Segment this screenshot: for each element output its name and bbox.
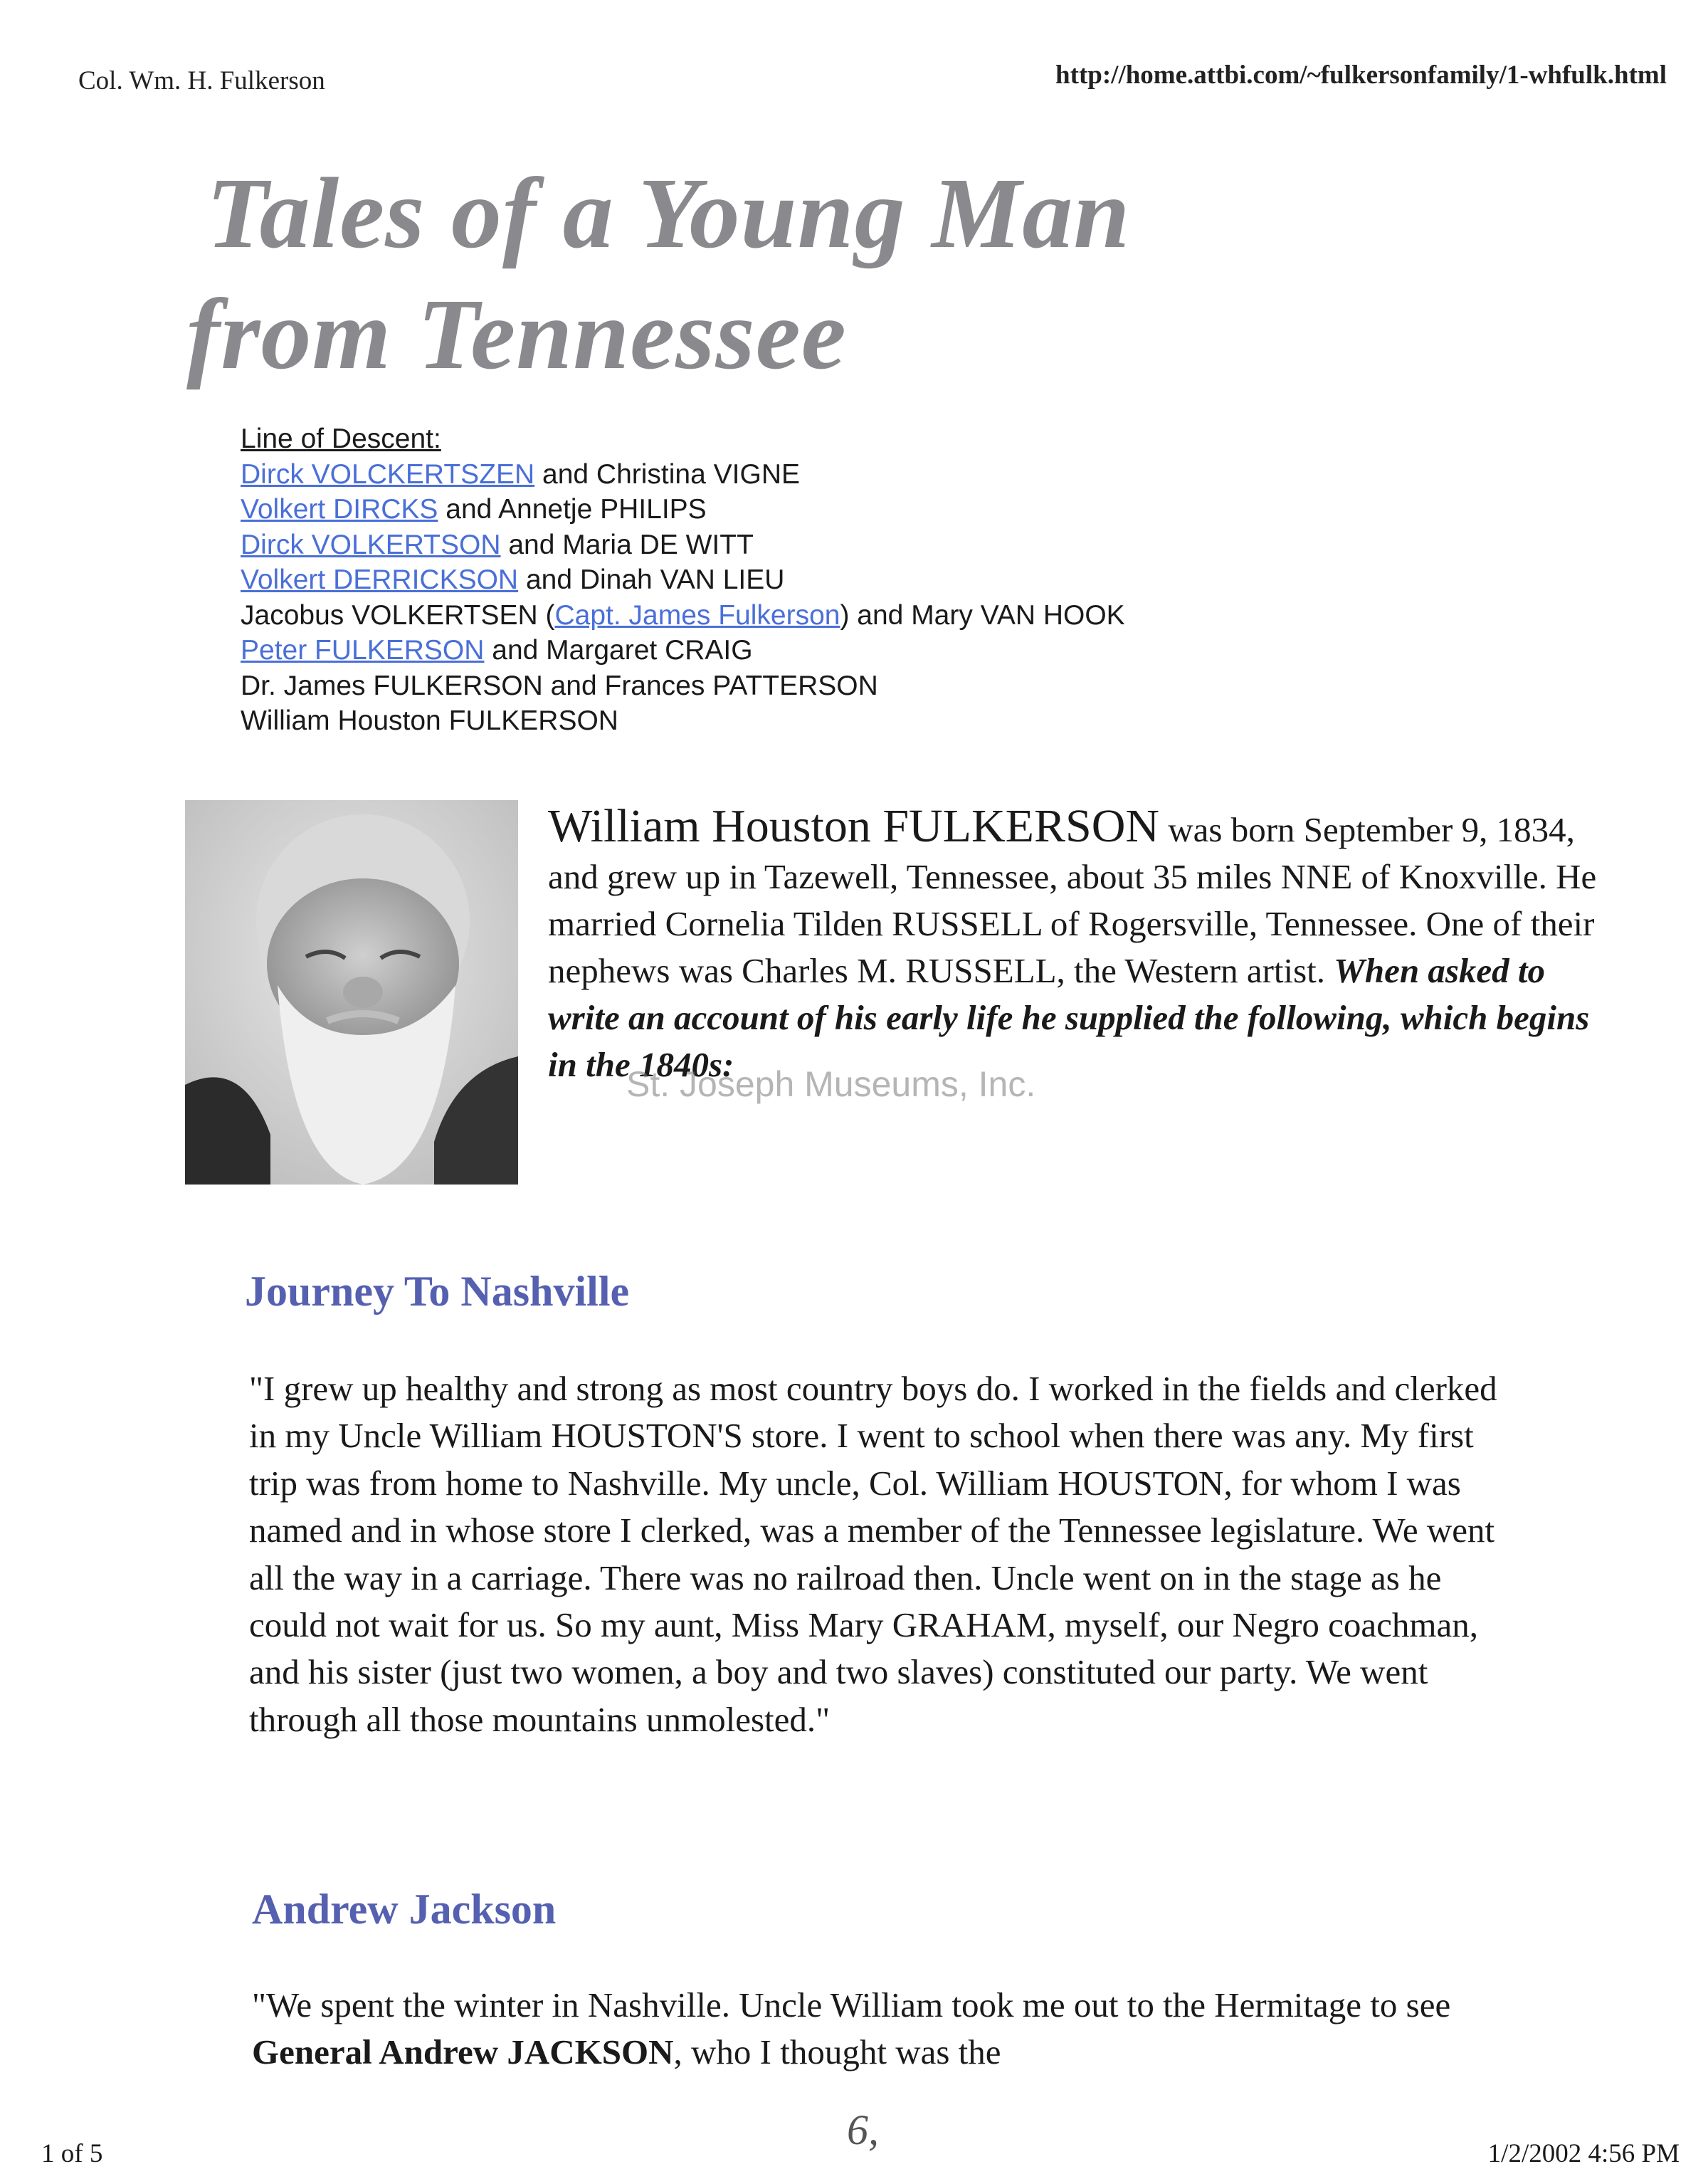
jackson-bold: General Andrew JACKSON — [252, 2032, 674, 2071]
jackson-text: "We spent the winter in Nashville. Uncle William took me out to the Hermitage to see — [252, 1985, 1451, 2024]
descent-link[interactable]: Capt. James Fulkerson — [554, 599, 840, 631]
descent-text: Jacobus VOLKERTSEN ( — [241, 599, 555, 631]
descent-text: and Christina VIGNE — [534, 458, 801, 490]
descent-row — [241, 492, 1125, 527]
descent-text: and Maria DE WITT — [500, 529, 754, 560]
descent-text: and Annetje PHILIPS — [438, 494, 707, 525]
handwritten-page-number: 6, — [847, 2106, 879, 2153]
descent-link[interactable]: Volkert DIRCKS — [241, 494, 438, 525]
descent-heading: Line of Descent: — [241, 424, 441, 454]
line-of-descent — [241, 421, 1125, 739]
bio-emphasis: When asked to write an account of his early life he supplied the following, which begins in the 1840s: — [548, 951, 1590, 1084]
descent-row: Dr. James FULKERSON and Frances PATTERSON — [241, 670, 878, 701]
descent-row — [241, 562, 1125, 598]
biography-paragraph — [548, 800, 1615, 1088]
section-heading-journey: Journey To Nashville — [245, 1268, 630, 1315]
descent-link[interactable]: Dirck VOLCKERTSZEN — [241, 458, 535, 490]
descent-row — [241, 633, 1125, 668]
descent-row — [241, 598, 1125, 634]
jackson-text-end: , who I thought was the — [673, 2032, 1001, 2071]
descent-link[interactable]: Peter FULKERSON — [241, 635, 485, 666]
portrait-photo-icon — [185, 800, 518, 1185]
page-title-line-2: from Tennessee — [186, 278, 847, 390]
page-title-line-1: Tales of a Young Man — [206, 157, 1131, 269]
descent-text: and Margaret CRAIG — [484, 635, 753, 666]
descent-row — [241, 527, 1125, 563]
footer-timestamp: 1/2/2002 4:56 PM — [1487, 2139, 1680, 2168]
descent-text: and Dinah VAN LIEU — [518, 564, 785, 595]
section-paragraph-journey: "I grew up healthy and strong as most country boys do. I worked in the fields and clerked in my Uncle William HOUSTON'S store. I went to school when there was any. My first trip was from home to Nashville. My uncle, Col. William HOUSTON, for whom I was named and in whose store I clerked, was a member of the Tennessee legislature. We went all the way in a carriage. There was no railroad then. Uncle went on in the stage as he could not wait for us. So my aunt, Miss Mary GRAHAM, myself, our Negro coachman, and his sister (just two women, a boy and two slaves) constituted our party. We went through all those mountains unmolested." — [249, 1369, 1497, 1739]
section-paragraph-jackson — [252, 1982, 1526, 2076]
header-document-title: Col. Wm. H. Fulkerson — [78, 66, 325, 95]
descent-row — [241, 457, 1125, 493]
descent-row: William Houston FULKERSON — [241, 705, 618, 736]
bio-text: was born September 9, 1834, and grew up in Tazewell, Tennessee, about 35 miles NNE of Knoxville. He married Cornelia Tilden RUSSELL of Rogersville, Tennessee. One of their nephews was Charles M. RUSSELL, the Western artist. — [548, 810, 1597, 990]
header-url: http://home.attbi.com/~fulkersonfamily/1-whfulk.html — [1055, 61, 1667, 90]
descent-text: ) and Mary VAN HOOK — [840, 599, 1125, 631]
descent-link[interactable]: Dirck VOLKERTSON — [241, 529, 501, 560]
watermark: St. Joseph Museums, Inc. — [626, 1064, 1036, 1104]
footer-page-count: 1 of 5 — [41, 2139, 103, 2168]
section-heading-jackson: Andrew Jackson — [252, 1886, 557, 1933]
descent-link[interactable]: Volkert DERRICKSON — [241, 564, 519, 595]
bio-name: William Houston FULKERSON — [548, 800, 1160, 852]
